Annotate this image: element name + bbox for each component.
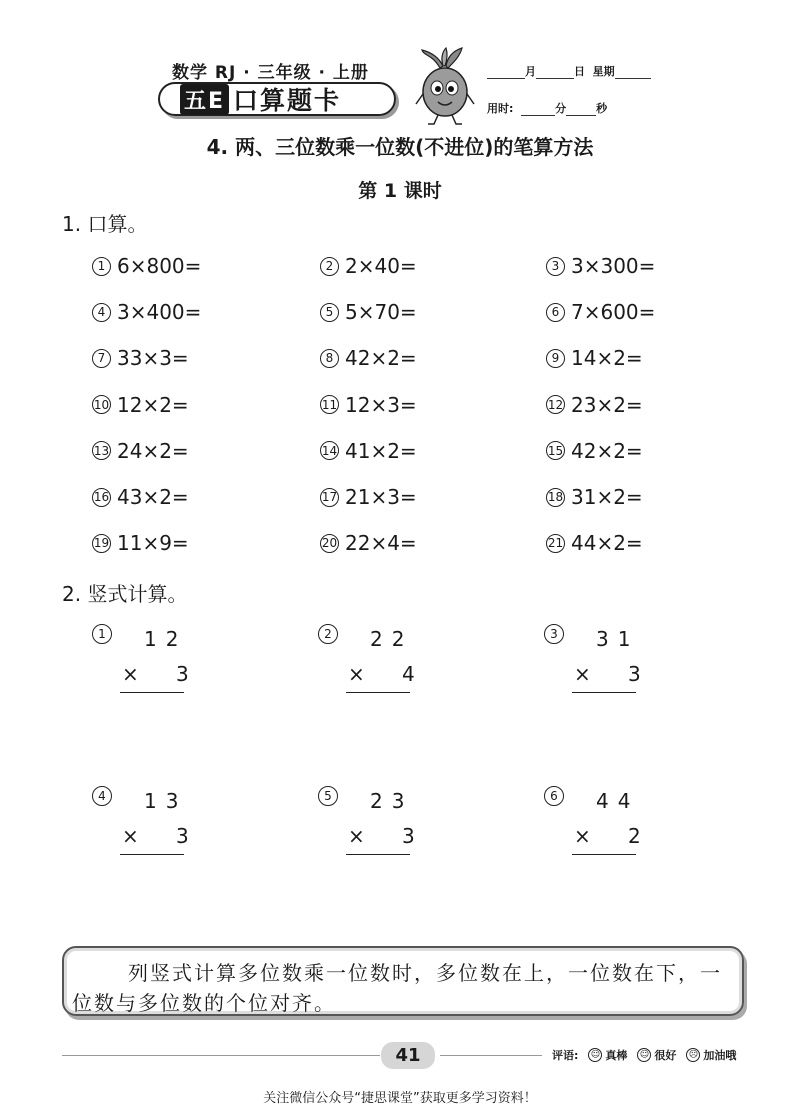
oral-item: [92, 485, 189, 509]
expression: 12×2=: [117, 392, 189, 417]
tip-text: 列竖式计算多位数乘一位数时，多位数在上，一位数在下，一位数与多位数的个位对齐。: [72, 961, 722, 1015]
expression: 11×9=: [117, 531, 189, 556]
times-sign: ×: [348, 662, 365, 686]
oral-item: [320, 393, 417, 417]
multiplicand: 23: [370, 789, 414, 813]
expression: 43×2=: [117, 485, 189, 509]
multiplier: 3: [402, 824, 415, 848]
times-sign: ×: [574, 824, 591, 848]
oral-item: [546, 439, 643, 463]
multiplicand: 44: [596, 789, 640, 813]
expression: 23×2=: [571, 392, 643, 417]
item-number: 13: [92, 441, 111, 460]
item-number: 16: [92, 488, 111, 507]
oral-item: [92, 300, 201, 324]
card-banner: [158, 82, 396, 116]
item-number: 12: [546, 395, 565, 414]
item-number: 9: [546, 349, 565, 368]
multiplier: 3: [176, 662, 189, 686]
item-number: 1: [92, 257, 111, 276]
times-sign: ×: [348, 824, 365, 848]
vertical-calc: [318, 786, 438, 861]
item-number: 14: [320, 441, 339, 460]
answer-line: [572, 854, 636, 855]
answer-line: [346, 692, 410, 693]
answer-line: [346, 854, 410, 855]
item-number: 2: [320, 257, 339, 276]
item-number: 5: [320, 303, 339, 322]
item-number: 1: [92, 624, 112, 644]
expression: 33×3=: [117, 346, 189, 371]
item-number: 15: [546, 441, 565, 460]
page-number: 41: [381, 1042, 435, 1069]
expression: 7×600=: [571, 300, 656, 325]
multiplicand: 31: [596, 627, 640, 651]
section-1-heading: 1. 口算。: [62, 212, 148, 236]
multiplier: 2: [628, 824, 641, 848]
time-field: 用时: 分 秒: [487, 102, 608, 115]
footer-divider-right: [440, 1055, 542, 1056]
book-subject: 数学 RJ · 三年级 · 上册: [172, 63, 369, 83]
oral-item: [546, 346, 643, 370]
vertical-calc: [92, 786, 212, 861]
expression: 21×3=: [345, 485, 417, 509]
vertical-calc: [544, 786, 664, 861]
page-title: 4. 两、三位数乘一位数(不进位)的笔算方法: [206, 135, 594, 159]
item-number: 18: [546, 488, 565, 507]
oral-item: [92, 346, 189, 370]
times-sign: ×: [122, 662, 139, 686]
oral-item: [546, 300, 655, 324]
times-sign: ×: [122, 824, 139, 848]
vertical-calc: [544, 624, 664, 699]
item-number: 20: [320, 534, 339, 553]
oral-item: [92, 439, 189, 463]
oral-item: [92, 531, 189, 555]
multiplicand: 12: [144, 627, 188, 651]
weekday-blank[interactable]: [615, 67, 651, 79]
expression: 14×2=: [571, 346, 643, 371]
good-face-icon[interactable]: ☺: [637, 1048, 651, 1062]
month-blank[interactable]: [487, 67, 525, 79]
expression: 44×2=: [571, 531, 643, 556]
item-number: 3: [544, 624, 564, 644]
item-number: 6: [546, 303, 565, 322]
section-2-heading: 2. 竖式计算。: [62, 582, 188, 606]
multiplier: 4: [402, 662, 415, 686]
expression: 3×400=: [117, 300, 202, 325]
oral-item: [546, 393, 643, 417]
answer-line: [120, 692, 184, 693]
oral-item: [320, 439, 417, 463]
date-field: 月 日 星期: [487, 63, 651, 79]
vertical-calc: [92, 624, 212, 699]
lesson-title: 第 1 课时: [358, 180, 442, 202]
oral-item: [92, 254, 201, 278]
oral-item: [92, 393, 189, 417]
promo-text: 关注微信公众号“捷思课堂”获取更多学习资料！: [263, 1091, 537, 1106]
expression: 2×40=: [345, 254, 417, 278]
item-number: 19: [92, 534, 111, 553]
expression: 31×2=: [571, 485, 643, 509]
item-number: 21: [546, 534, 565, 553]
oral-item: [320, 346, 417, 370]
radish-mascot-icon: [410, 46, 480, 126]
great-face-icon[interactable]: ☺: [588, 1048, 602, 1062]
oral-item: [546, 254, 655, 278]
expression: 41×2=: [345, 438, 417, 463]
multiplicand: 13: [144, 789, 188, 813]
seconds-blank[interactable]: [566, 104, 596, 116]
item-number: 4: [92, 303, 111, 322]
expression: 6×800=: [117, 254, 202, 278]
item-number: 8: [320, 349, 339, 368]
item-number: 11: [320, 395, 339, 414]
expression: 5×70=: [345, 300, 417, 325]
item-number: 4: [92, 786, 112, 806]
oral-item: [546, 485, 643, 509]
item-number: 17: [320, 488, 339, 507]
banner-mark: 五E: [180, 84, 229, 115]
eval-label: 评语:: [552, 1049, 579, 1062]
answer-line: [120, 854, 184, 855]
item-number: 3: [546, 257, 565, 276]
vertical-calc: [318, 624, 438, 699]
minutes-blank[interactable]: [521, 104, 555, 116]
oral-item: [320, 254, 417, 278]
times-sign: ×: [574, 662, 591, 686]
item-number: 5: [318, 786, 338, 806]
item-number: 7: [92, 349, 111, 368]
multiplier: 3: [628, 662, 641, 686]
expression: 3×300=: [571, 254, 656, 278]
expression: 12×3=: [345, 392, 417, 417]
tip-box: [62, 946, 744, 1016]
expression: 42×2=: [345, 346, 417, 371]
answer-line: [572, 692, 636, 693]
evaluation-row: 评语: ☺ 真棒 ☺ 很好 ☹ 加油哦: [552, 1049, 737, 1062]
oral-item: [546, 531, 643, 555]
banner-text: 口算题卡: [233, 86, 342, 115]
item-number: 10: [92, 395, 111, 414]
oral-item: [320, 485, 417, 509]
expression: 24×2=: [117, 438, 189, 463]
cheer-face-icon[interactable]: ☹: [686, 1048, 700, 1062]
oral-item: [320, 300, 417, 324]
oral-item: [320, 531, 417, 555]
multiplier: 3: [176, 824, 189, 848]
day-blank[interactable]: [536, 67, 574, 79]
expression: 22×4=: [345, 531, 417, 556]
multiplicand: 22: [370, 627, 414, 651]
item-number: 6: [544, 786, 564, 806]
item-number: 2: [318, 624, 338, 644]
footer-divider-left: [62, 1055, 380, 1056]
expression: 42×2=: [571, 438, 643, 463]
